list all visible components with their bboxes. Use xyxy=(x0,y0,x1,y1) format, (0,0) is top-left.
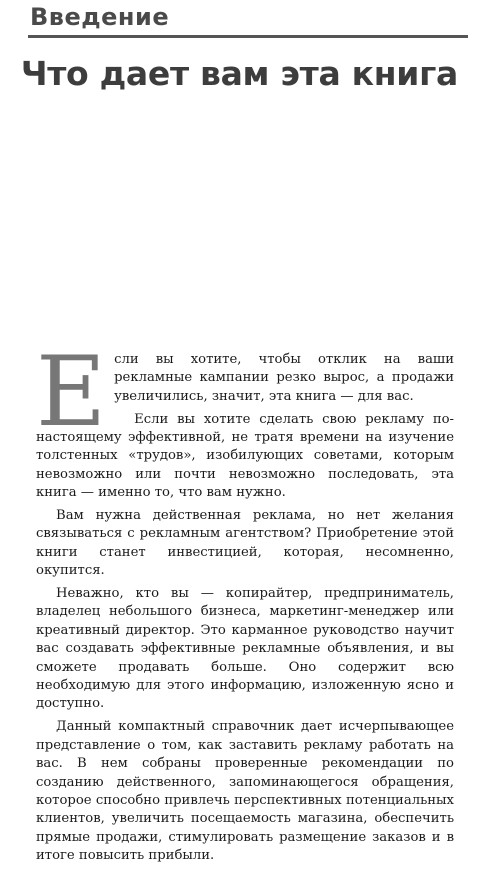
drop-cap: Е xyxy=(36,336,107,448)
body-text xyxy=(36,336,454,870)
paragraph-1-text: сли вы хотите, чтобы отклик на ваши рекламные кампании резко вырос, а продажи увеличились, значит, эта книга — для вас. xyxy=(114,352,454,404)
paragraph-5: Данный компактный справочник дает исчерпывающее представление о том, как заставить рекламу работать на вас. В нем собраны проверенные рекомендации по созданию действенного, запоминающегося обращения, которое способно привлечь перспективных потенциальных клиентов, увеличить посещаемость магазина, обеспечить прямые продажи, стимулировать размещение заказов и в итоге повысить прибыли. xyxy=(36,719,454,864)
chapter-title: Что дает вам эта книга xyxy=(20,54,458,93)
paragraph-1 xyxy=(36,336,454,448)
section-label: Введение xyxy=(30,3,170,31)
header-rule xyxy=(28,35,468,38)
paragraph-2: Если вы хотите сделать свою рекламу по-настоящему эффективной, не тратя времени на изучение толстенных «трудов», изобилующих советами, которым невозможно или почти невозможно последовать, эта книга — именно то, что вам нужно. xyxy=(36,411,454,501)
paragraph-3: Вам нужна действенная реклама, но нет желания связываться с рекламным агентством? Приобретение этой книги станет инвестицией, которая, несомненно, окупится. xyxy=(36,508,454,579)
running-header xyxy=(28,2,468,32)
paragraph-4: Неважно, кто вы — копирайтер, предприниматель, владелец небольшого бизнеса, маркетинг-менеджер или креативный директор. Это карманное руководство научит вас создавать эффективные рекламные объявления, и вы сможете продавать больше. Оно содержит всю необходимую для этого информацию, изложенную ясно и доступно. xyxy=(36,586,454,712)
